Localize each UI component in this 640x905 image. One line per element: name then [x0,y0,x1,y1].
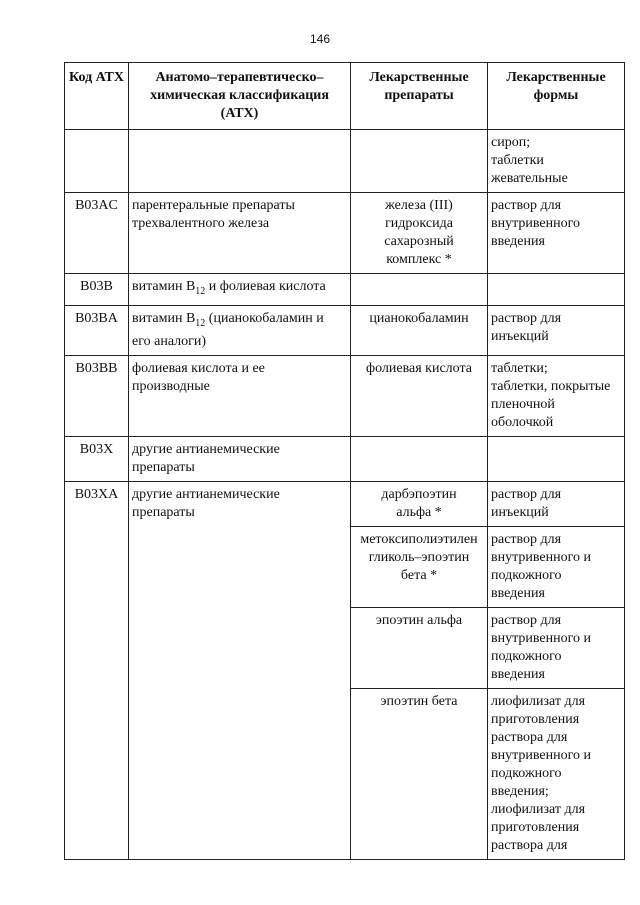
cell-drug [351,274,488,306]
cell-classification: другие антианемические препараты [129,436,351,481]
class-text: (цианокобаламин и его аналоги) [132,310,324,349]
cell-drug [351,130,488,193]
cell-code: B03BB [65,355,129,436]
cell-drug: метоксиполиэтилен гликоль–эпоэтин бета * [351,526,488,607]
cell-form [488,436,625,481]
subscript-12: 12 [195,317,206,329]
cell-form: раствор для внутривенного введения [488,193,625,274]
atx-drug-table [64,62,625,860]
table-row [65,436,625,481]
cell-form: лиофилизат для приготовления раствора для внутривенного и подкожного введения; лиофилизат для приготовления раствора для [488,688,625,859]
header-code: Код АТХ [65,63,129,130]
cell-form: раствор для инъекций [488,305,625,355]
cell-drug: железа (III) гидроксида сахарозный комплекс * [351,193,488,274]
class-text: витамин B [132,310,196,326]
cell-code: B03XA [65,481,129,859]
table-row [65,305,625,355]
cell-classification [129,130,351,193]
cell-code: B03AC [65,193,129,274]
cell-drug: дарбэпоэтин альфа * [351,481,488,526]
table-row [65,130,625,193]
page-number: 146 [309,32,331,46]
class-text: и фолиевая кислота [205,279,326,294]
table-row [65,481,625,526]
table-row [65,355,625,436]
cell-classification [129,305,351,355]
header-forms: Лекарственные формы [488,63,625,130]
header-classification: Анатомо–терапевтическо– химическая классификация (АТХ) [129,63,351,130]
cell-code: B03BA [65,305,129,355]
cell-form: раствор для внутривенного и подкожного введения [488,607,625,688]
cell-drug: эпоэтин бета [351,688,488,859]
table-row [65,274,625,306]
cell-classification [129,274,351,306]
cell-drug: цианокобаламин [351,305,488,355]
cell-code [65,130,129,193]
cell-code: B03B [65,274,129,306]
cell-drug: фолиевая кислота [351,355,488,436]
cell-drug: эпоэтин альфа [351,607,488,688]
cell-classification: парентеральные препараты трехвалентного железа [129,193,351,274]
cell-form: раствор для инъекций [488,481,625,526]
header-drugs: Лекарственные препараты [351,63,488,130]
cell-drug [351,436,488,481]
table-header-row [65,63,625,130]
table-row [65,193,625,274]
class-text: витамин B [132,279,196,294]
cell-code: B03X [65,436,129,481]
cell-form [488,274,625,306]
cell-classification: другие антианемические препараты [129,481,351,859]
cell-form: таблетки; таблетки, покрытые пленочной оболочкой [488,355,625,436]
cell-form: сироп; таблетки жевательные [488,130,625,193]
cell-classification: фолиевая кислота и ее производные [129,355,351,436]
cell-form: раствор для внутривенного и подкожного введения [488,526,625,607]
subscript-12: 12 [195,285,206,297]
